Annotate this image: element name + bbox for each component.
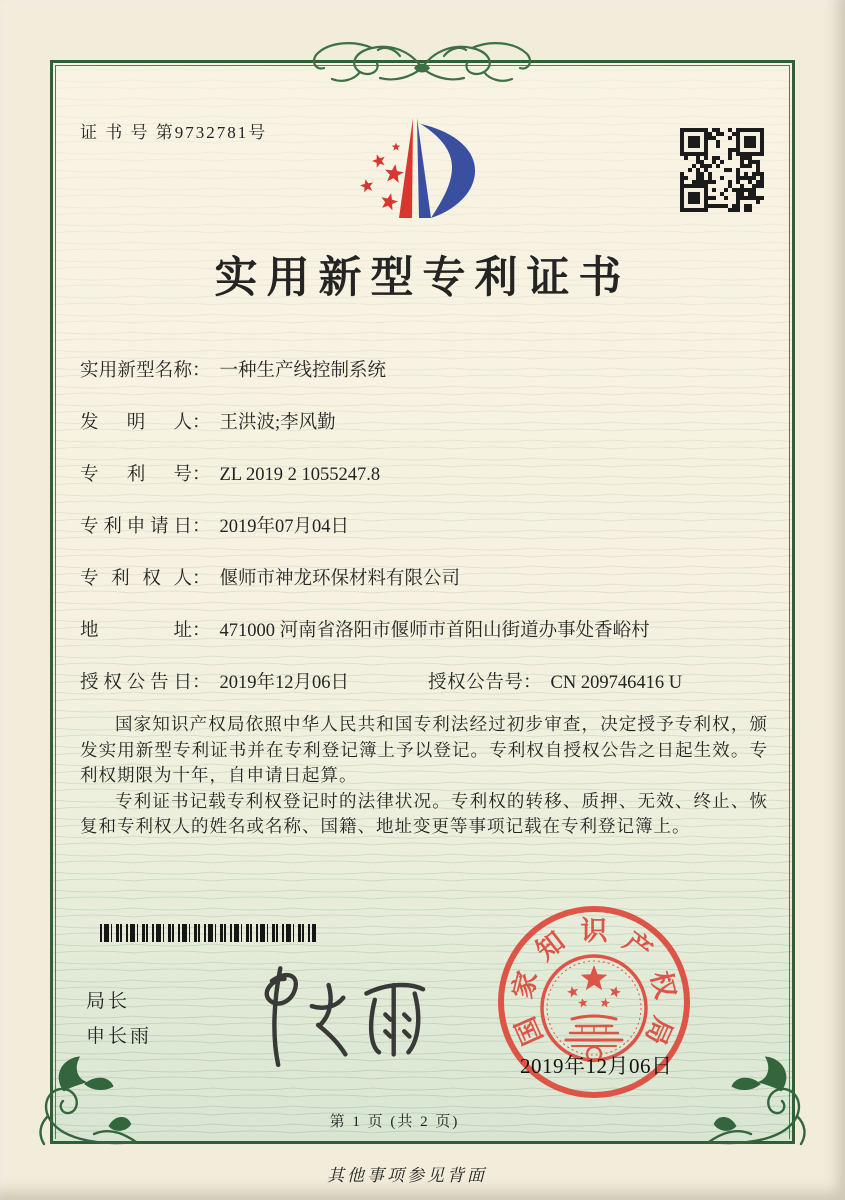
field-label: 授权公告号 bbox=[428, 673, 523, 693]
field-row-grant bbox=[80, 668, 683, 694]
svg-text:识: 识 bbox=[580, 916, 608, 946]
colon: ： bbox=[192, 413, 211, 433]
svg-text:知: 知 bbox=[530, 925, 571, 967]
field-row-inventor bbox=[80, 408, 336, 434]
field-value: 2019年07月04日 bbox=[219, 517, 350, 537]
field-label: 实用新型名称 bbox=[80, 361, 192, 381]
colon: ： bbox=[523, 673, 542, 693]
commissioner-name: 申长雨 bbox=[86, 1026, 153, 1047]
colon: ： bbox=[192, 465, 211, 485]
barcode bbox=[100, 924, 316, 942]
field-row-address bbox=[80, 616, 650, 642]
colon: ： bbox=[192, 517, 211, 537]
grant-number-pair bbox=[428, 668, 682, 694]
seal-date: 2019年12月06日 bbox=[520, 1054, 673, 1078]
field-value: ZL 2019 2 1055247.8 bbox=[219, 465, 381, 485]
paragraph: 专利证书记载专利权登记时的法律状况。专利权的转移、质押、无效、终止、恢复和专利权人的姓名或名称、国籍、地址变更等事项记载在专利登记簿上。 bbox=[80, 790, 768, 836]
field-label: 专利申请日 bbox=[80, 517, 192, 537]
cnipa-logo-icon bbox=[333, 110, 505, 228]
svg-text:权: 权 bbox=[645, 968, 681, 1002]
field-value: CN 209746416 U bbox=[550, 673, 683, 693]
certificate-title: 实用新型专利证书 bbox=[214, 255, 631, 302]
svg-text:局: 局 bbox=[639, 1012, 679, 1050]
svg-text:家: 家 bbox=[507, 968, 543, 1002]
colon: ： bbox=[192, 673, 211, 693]
colon: ： bbox=[192, 621, 211, 641]
svg-text:产: 产 bbox=[617, 925, 658, 967]
field-label: 授权公告日 bbox=[80, 673, 192, 693]
field-label: 发明人 bbox=[80, 413, 192, 433]
legal-text bbox=[80, 712, 768, 840]
field-row-filing-date bbox=[80, 512, 349, 538]
national-emblem bbox=[542, 956, 646, 1061]
field-row-name bbox=[80, 356, 386, 382]
certificate-content bbox=[50, 60, 795, 1144]
field-value: 471000 河南省洛阳市偃师市首阳山街道办事处香峪村 bbox=[219, 621, 650, 641]
qr-code-icon bbox=[676, 124, 768, 216]
commissioner-title: 局长 bbox=[86, 991, 131, 1012]
field-value: 一种生产线控制系统 bbox=[219, 361, 387, 381]
field-label: 专利权人 bbox=[80, 569, 192, 589]
field-value: 偃师市神龙环保材料有限公司 bbox=[219, 569, 461, 589]
colon: ： bbox=[192, 569, 211, 589]
handwritten-signature bbox=[232, 962, 442, 1067]
field-row-patent-number bbox=[80, 460, 380, 486]
colon: ： bbox=[192, 361, 211, 381]
page-number: 第 1 页 (共 2 页) bbox=[329, 1114, 460, 1130]
field-label: 地址 bbox=[80, 621, 192, 641]
certificate-number: 证 书 号 第9732781号 bbox=[80, 123, 268, 142]
field-label: 专利号 bbox=[80, 465, 192, 485]
field-row-patentee bbox=[80, 564, 460, 590]
back-side-note: 其他事项参见背面 bbox=[327, 1166, 487, 1185]
field-value: 王洪波;李风勤 bbox=[219, 413, 336, 433]
field-value: 2019年12月06日 bbox=[219, 673, 350, 693]
paragraph: 国家知识产权局依照中华人民共和国专利法经过初步审查，决定授予专利权，颁发实用新型专利证书并在专利登记簿上予以登记。专利权自授权公告之日起生效。专利权期限为十年，自申请日起算。 bbox=[80, 714, 768, 785]
svg-text:国: 国 bbox=[509, 1012, 549, 1050]
